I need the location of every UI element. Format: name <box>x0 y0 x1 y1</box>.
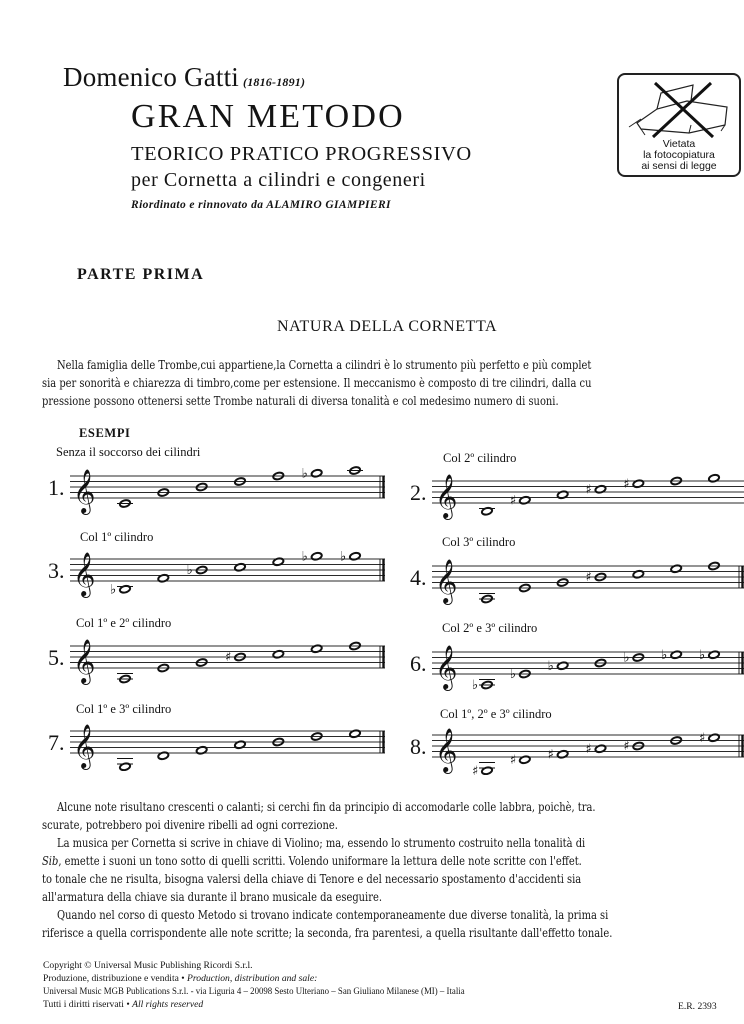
footer-production <box>43 972 317 985</box>
intro-line-3: pressione possono ottenersi sette Trombe naturali di diversa tonalità e col medesimo numero di suoni. <box>42 393 559 408</box>
music-staff <box>70 539 385 599</box>
example-number: 5. <box>48 645 65 670</box>
flat-icon: ♭ <box>623 650 630 666</box>
no-photocopy-icon <box>627 79 733 139</box>
whole-note <box>699 731 720 746</box>
treble-clef-icon: 𝄞 <box>435 559 458 603</box>
example-number: 3. <box>48 558 65 583</box>
whole-note <box>472 763 495 776</box>
whole-note <box>586 742 607 757</box>
flat-icon: ♭ <box>301 466 308 482</box>
flat-icon: ♭ <box>509 667 516 682</box>
p3-line-2 <box>42 852 582 870</box>
section-heading: NATURA DELLA CORNETTA <box>277 318 498 335</box>
whole-note <box>110 582 133 597</box>
music-staff <box>432 461 744 521</box>
whole-note <box>302 549 323 564</box>
p4-line-2: riferisce a quella corrispondente alle note scritte; la seconda, fra parentesi, a quella risultante dall'effetto tonale. <box>42 925 613 940</box>
flat-icon: ♭ <box>301 549 308 565</box>
whole-note <box>472 678 495 692</box>
sharp-icon: ♯ <box>699 730 706 746</box>
subtitle-1: TEORICO PRATICO PROGRESSIVO <box>131 143 472 165</box>
example-number: 4. <box>410 565 427 590</box>
sharp-icon: ♯ <box>472 763 479 775</box>
sharp-icon: ♯ <box>509 493 517 509</box>
whole-note <box>510 753 531 768</box>
example-number: 6. <box>410 651 427 676</box>
p4-line-1: Quando nel corso di questo Metodo si trovano indicate contemporaneamente due diverse tonalità, la prima si <box>57 907 609 922</box>
music-staff <box>432 715 744 775</box>
p2-line-1: Alcune note risultano crescenti o calanti; si cerchi fin da principio di accomodarle colle labbra, poichè, tra. <box>57 799 596 814</box>
sharp-icon: ♯ <box>225 650 232 665</box>
example-label: Col 1º e 3º cilindro <box>76 702 172 716</box>
stamp-line-1: Vietata <box>662 138 696 150</box>
whole-note <box>586 482 607 497</box>
sharp-icon: ♯ <box>585 741 592 757</box>
sharp-icon: ♯ <box>509 752 517 768</box>
examples-heading: ESEMPI <box>79 426 131 440</box>
whole-note <box>548 747 569 762</box>
whole-note <box>623 477 644 492</box>
flat-icon: ♭ <box>699 647 706 663</box>
example-number: 8. <box>410 734 427 759</box>
example-label: Col 1º, 2º e 3º cilindro <box>440 707 552 721</box>
p3-line-4: all'armatura della chiave sia durante il brano musicale da eseguire. <box>42 889 382 904</box>
treble-clef-icon: 𝄞 <box>435 728 458 772</box>
no-photocopy-stamp <box>617 73 741 177</box>
music-staff <box>70 626 385 686</box>
author-label: Domenico Gatti <box>63 62 240 92</box>
subtitle-3: Riordinato e rinnovato da ALAMIRO GIAMPIERI <box>131 199 391 211</box>
whole-note <box>479 507 495 516</box>
example-number: 1. <box>48 475 65 500</box>
example-label: Col 3º cilindro <box>442 535 516 549</box>
whole-note <box>699 648 720 663</box>
whole-note <box>117 759 133 772</box>
example-number: 2. <box>410 480 427 505</box>
example-number: 7. <box>48 730 65 755</box>
whole-note <box>661 648 682 663</box>
page-title: GRAN METODO <box>131 98 405 135</box>
treble-clef-icon: 𝄞 <box>73 469 96 513</box>
whole-note <box>117 499 133 508</box>
intro-line-1: Nella famiglia delle Trombe,cui appartiene,la Cornetta a cilindri è lo strumento più perfetto e più complet <box>57 357 592 372</box>
example-label: Col 1º cilindro <box>80 530 154 544</box>
music-staff <box>432 546 744 606</box>
treble-clef-icon: 𝄞 <box>73 552 96 596</box>
flat-icon: ♭ <box>186 563 193 578</box>
treble-clef-icon: 𝄞 <box>435 645 458 689</box>
music-staff <box>432 632 744 692</box>
catalog-number: E.R. 2393 <box>678 1001 717 1012</box>
footer-production-en: Production, distribution and sale: <box>187 973 318 984</box>
sib-key: Sib <box>42 853 59 868</box>
flat-icon: ♭ <box>340 549 347 565</box>
flat-icon: ♭ <box>547 658 554 674</box>
whole-note <box>510 493 531 508</box>
p3-line-2-text: , emette i suoni un tono sotto di quelli scritti. Volendo uniformare la lettura delle note scritte con l'effet. <box>58 853 582 868</box>
whole-note <box>302 466 323 481</box>
sharp-icon: ♯ <box>585 570 592 585</box>
treble-clef-icon: 𝄞 <box>73 724 96 768</box>
whole-note <box>548 659 569 674</box>
example-label: Col 2º e 3º cilindro <box>442 621 538 635</box>
example-label: Col 2º cilindro <box>443 451 517 465</box>
p2-line-2: scurate, potrebbero poi divenire ribelli ad ogni correzione. <box>42 817 338 832</box>
example-label: Col 1º e 2º cilindro <box>76 616 172 630</box>
footer-address: Universal Music MGB Publications S.r.l. - via Liguria 4 – 20098 Sesto Ulteriano – San Giuliano Milanese (MI) – Italia <box>43 986 465 997</box>
sharp-icon: ♯ <box>585 482 592 498</box>
author-name <box>63 62 305 93</box>
footer-rights <box>43 998 203 1011</box>
footer-rights-it: Tutti i diritti riservati • <box>43 999 130 1010</box>
music-staff <box>70 456 385 516</box>
whole-note <box>117 674 133 684</box>
treble-clef-icon: 𝄞 <box>435 474 458 518</box>
music-staff <box>70 711 385 771</box>
subtitle-2: per Cornetta a cilindri e congeneri <box>131 169 426 191</box>
p3-line-3: to tonale che ne risulta, bisogna valersi della chiave di Tenore e del necessario spostamento d'accidenti sia <box>42 871 582 886</box>
footer-production-it: Produzione, distribuzione e vendita • <box>43 973 185 984</box>
flat-icon: ♭ <box>472 678 479 692</box>
sharp-icon: ♯ <box>547 747 554 763</box>
whole-note <box>340 549 361 564</box>
sharp-icon: ♯ <box>623 476 630 492</box>
flat-icon: ♭ <box>661 647 668 663</box>
stamp-line-3: ai sensi di legge <box>641 160 717 172</box>
intro-line-2: sia per sonorità e chiarezza di timbro,come per estensione. Il meccanismo è composto di tre cilindri, dalla cu <box>42 375 592 390</box>
treble-clef-icon: 𝄞 <box>73 639 96 683</box>
p3-line-1: La musica per Cornetta si scrive in chiave di Violino; ma, essendo lo strumento costruito nella tonalità di <box>57 835 586 850</box>
example-label: Senza il soccorso dei cilindri <box>56 445 201 459</box>
footer-copyright: Copyright © Universal Music Publishing Ricordi S.r.l. <box>43 960 253 971</box>
whole-note <box>347 466 363 475</box>
footer-rights-en: All rights reserved <box>132 999 204 1010</box>
whole-note <box>479 594 495 604</box>
sharp-icon: ♯ <box>623 739 630 754</box>
whole-note <box>510 667 531 682</box>
author-years: (1816-1891) <box>243 75 306 89</box>
stamp-text <box>619 139 739 172</box>
stamp-line-2: la fotocopiatura <box>643 149 715 161</box>
part-heading: PARTE PRIMA <box>77 266 205 283</box>
flat-icon: ♭ <box>110 582 117 598</box>
